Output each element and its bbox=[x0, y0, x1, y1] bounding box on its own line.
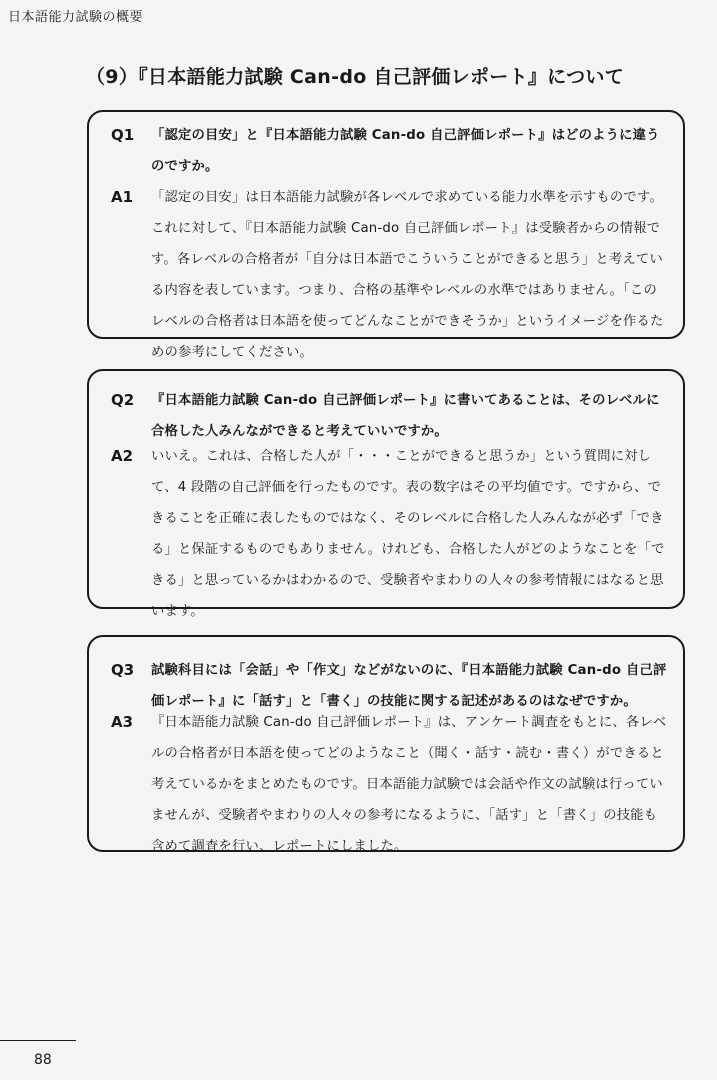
question-text-2: 『日本語能力試験 Can-do 自己評価レポート』に書いてあることは、そのレベルに合格した人みんなができると考えていいですか。 bbox=[151, 393, 660, 439]
answer-text-1: 「認定の目安」は日本語能力試験が各レベルで求めている能力水準を示すものです。これに対して、『日本語能力試験 Can-do 自己評価レポート』は受験者からの情報です。各レベルの合格者が「自分は日本語でこういうことができると思う」と考えている内容を表しています。つまり、合格の基準やレベルの水準ではありません。「このレベルの合格者は日本語を使ってどんなことができそうか」というイメージを作るための参考にしてください。 bbox=[151, 190, 664, 360]
answer-label-3: A3 bbox=[111, 713, 134, 731]
qa-box-2 bbox=[87, 369, 685, 619]
section-title: （9）『日本語能力試験 Can-do 自己評価レポート』について bbox=[86, 66, 625, 88]
question-text-3: 試験科目には「会話」や「作文」などがないのに、『日本語能力試験 Can-do 自己評価レポート』に「話す」と「書く」の技能に関する記述があるのはなぜですか。 bbox=[151, 663, 667, 709]
footer-rule bbox=[0, 1040, 76, 1041]
question-label-2: Q2 bbox=[111, 391, 135, 409]
qa-box-3 bbox=[87, 635, 685, 852]
answer-label-2: A2 bbox=[111, 447, 134, 465]
answer-text-2: いいえ。これは、合格した人が「・・・ことができると思うか」という質問に対して、4 段階の自己評価を行ったものです。表の数字はその平均値です。ですから、できることを正確に表したものではなく、そのレベルに合格した人みんなが必ず「できる」と保証するものでもありません。けれども、合格した人がどのようなことを「できる」と思っているかはわかるので、受験者やまわりの人々の参考情報にはなると思います。 bbox=[151, 449, 665, 619]
running-header: 日本語能力試験の概要 bbox=[8, 10, 144, 25]
question-label-1: Q1 bbox=[111, 126, 135, 144]
question-text-1: 「認定の目安」と『日本語能力試験 Can-do 自己評価レポート』はどのように違うのですか。 bbox=[151, 128, 660, 174]
answer-label-1: A1 bbox=[111, 188, 134, 206]
answer-text-3: 『日本語能力試験 Can-do 自己評価レポート』は、アンケート調査をもとに、各レベルの合格者が日本語を使ってどのようなこと（聞く・話す・読む・書く）ができると考えているかをまとめたものです。日本語能力試験では会話や作文の試験は行っていませんが、受験者やまわりの人々の参考になるように、「話す」と「書く」の技能も含めて調査を行い、レポートにしました。 bbox=[151, 715, 667, 854]
qa-box-1 bbox=[87, 110, 685, 360]
question-label-3: Q3 bbox=[111, 661, 135, 679]
page-number: 88 bbox=[34, 1052, 52, 1068]
